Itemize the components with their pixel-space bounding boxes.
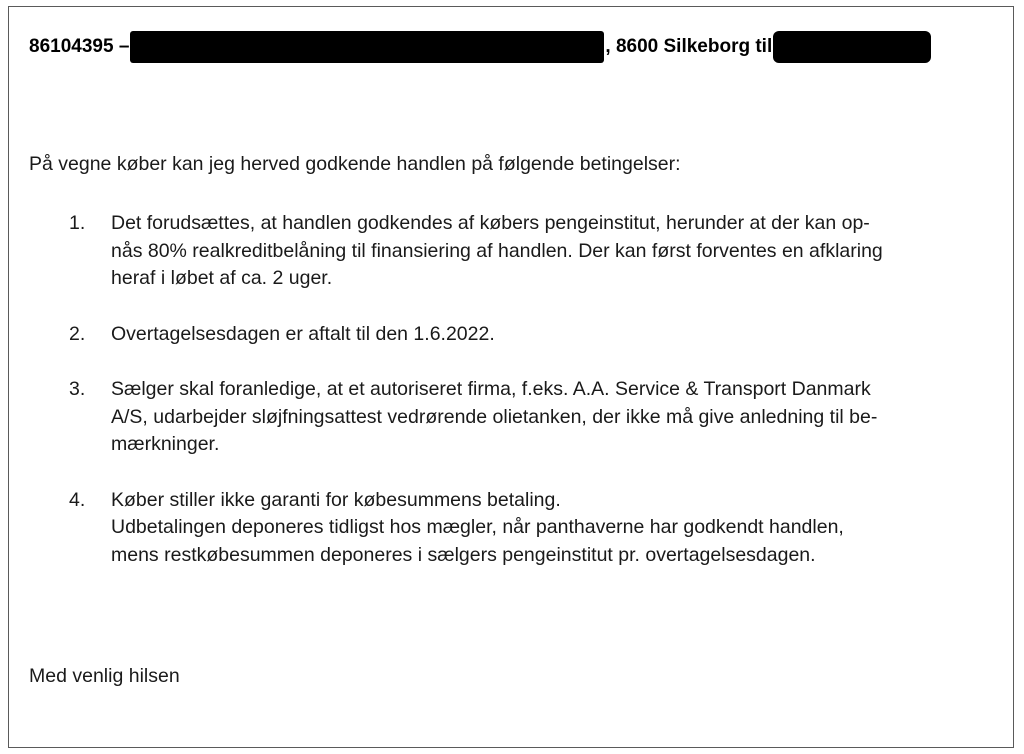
case-number: 86104395 – <box>29 36 130 57</box>
redaction-block-recipient <box>773 31 931 63</box>
condition-item-1 <box>29 210 999 293</box>
heading-address: , 8600 Silkeborg til <box>605 36 773 57</box>
document-heading <box>29 31 931 63</box>
condition-line: Det forudsættes, at handlen godkendes af købers pengeinstitut, herunder at der kan op- <box>111 212 870 234</box>
closing-greeting: Med venlig hilsen <box>29 665 180 687</box>
intro-text: På vegne køber kan jeg herved godkende handlen på følgende betingelser: <box>29 153 681 175</box>
condition-number: 3. <box>69 378 86 400</box>
condition-line: nås 80% realkreditbelåning til finansiering af handlen. Der kan først forventes en afklaring <box>111 239 883 262</box>
condition-item-2 <box>29 321 999 349</box>
conditions-list <box>29 210 999 597</box>
condition-item-3 <box>29 376 999 459</box>
condition-line: Køber stiller ikke garanti for købesummens betaling. <box>111 488 561 511</box>
condition-number: 4. <box>69 488 86 511</box>
condition-line: Udbetalingen deponeres tidligst hos mægler, når panthaverne har godkendt handlen, <box>111 516 844 538</box>
condition-number: 2. <box>69 322 86 345</box>
condition-number: 1. <box>69 212 86 234</box>
condition-line: A/S, udarbejder sløjfningsattest vedrørende olietanken, der ikke må give anledning til be- <box>111 405 878 428</box>
condition-line: heraf i løbet af ca. 2 uger. <box>111 267 333 289</box>
document-page <box>8 6 1014 748</box>
condition-item-4 <box>29 487 999 570</box>
condition-line: Sælger skal foranledige, at et autoriseret firma, f.eks. A.A. Service & Transport Danmark <box>111 378 871 400</box>
condition-line: mærkninger. <box>111 433 220 455</box>
redaction-block-address <box>130 31 604 63</box>
condition-line: mens restkøbesummen deponeres i sælgers pengeinstitut pr. overtagelsesdagen. <box>111 543 816 566</box>
condition-line: Overtagelsesdagen er aftalt til den 1.6.2022. <box>111 322 495 345</box>
